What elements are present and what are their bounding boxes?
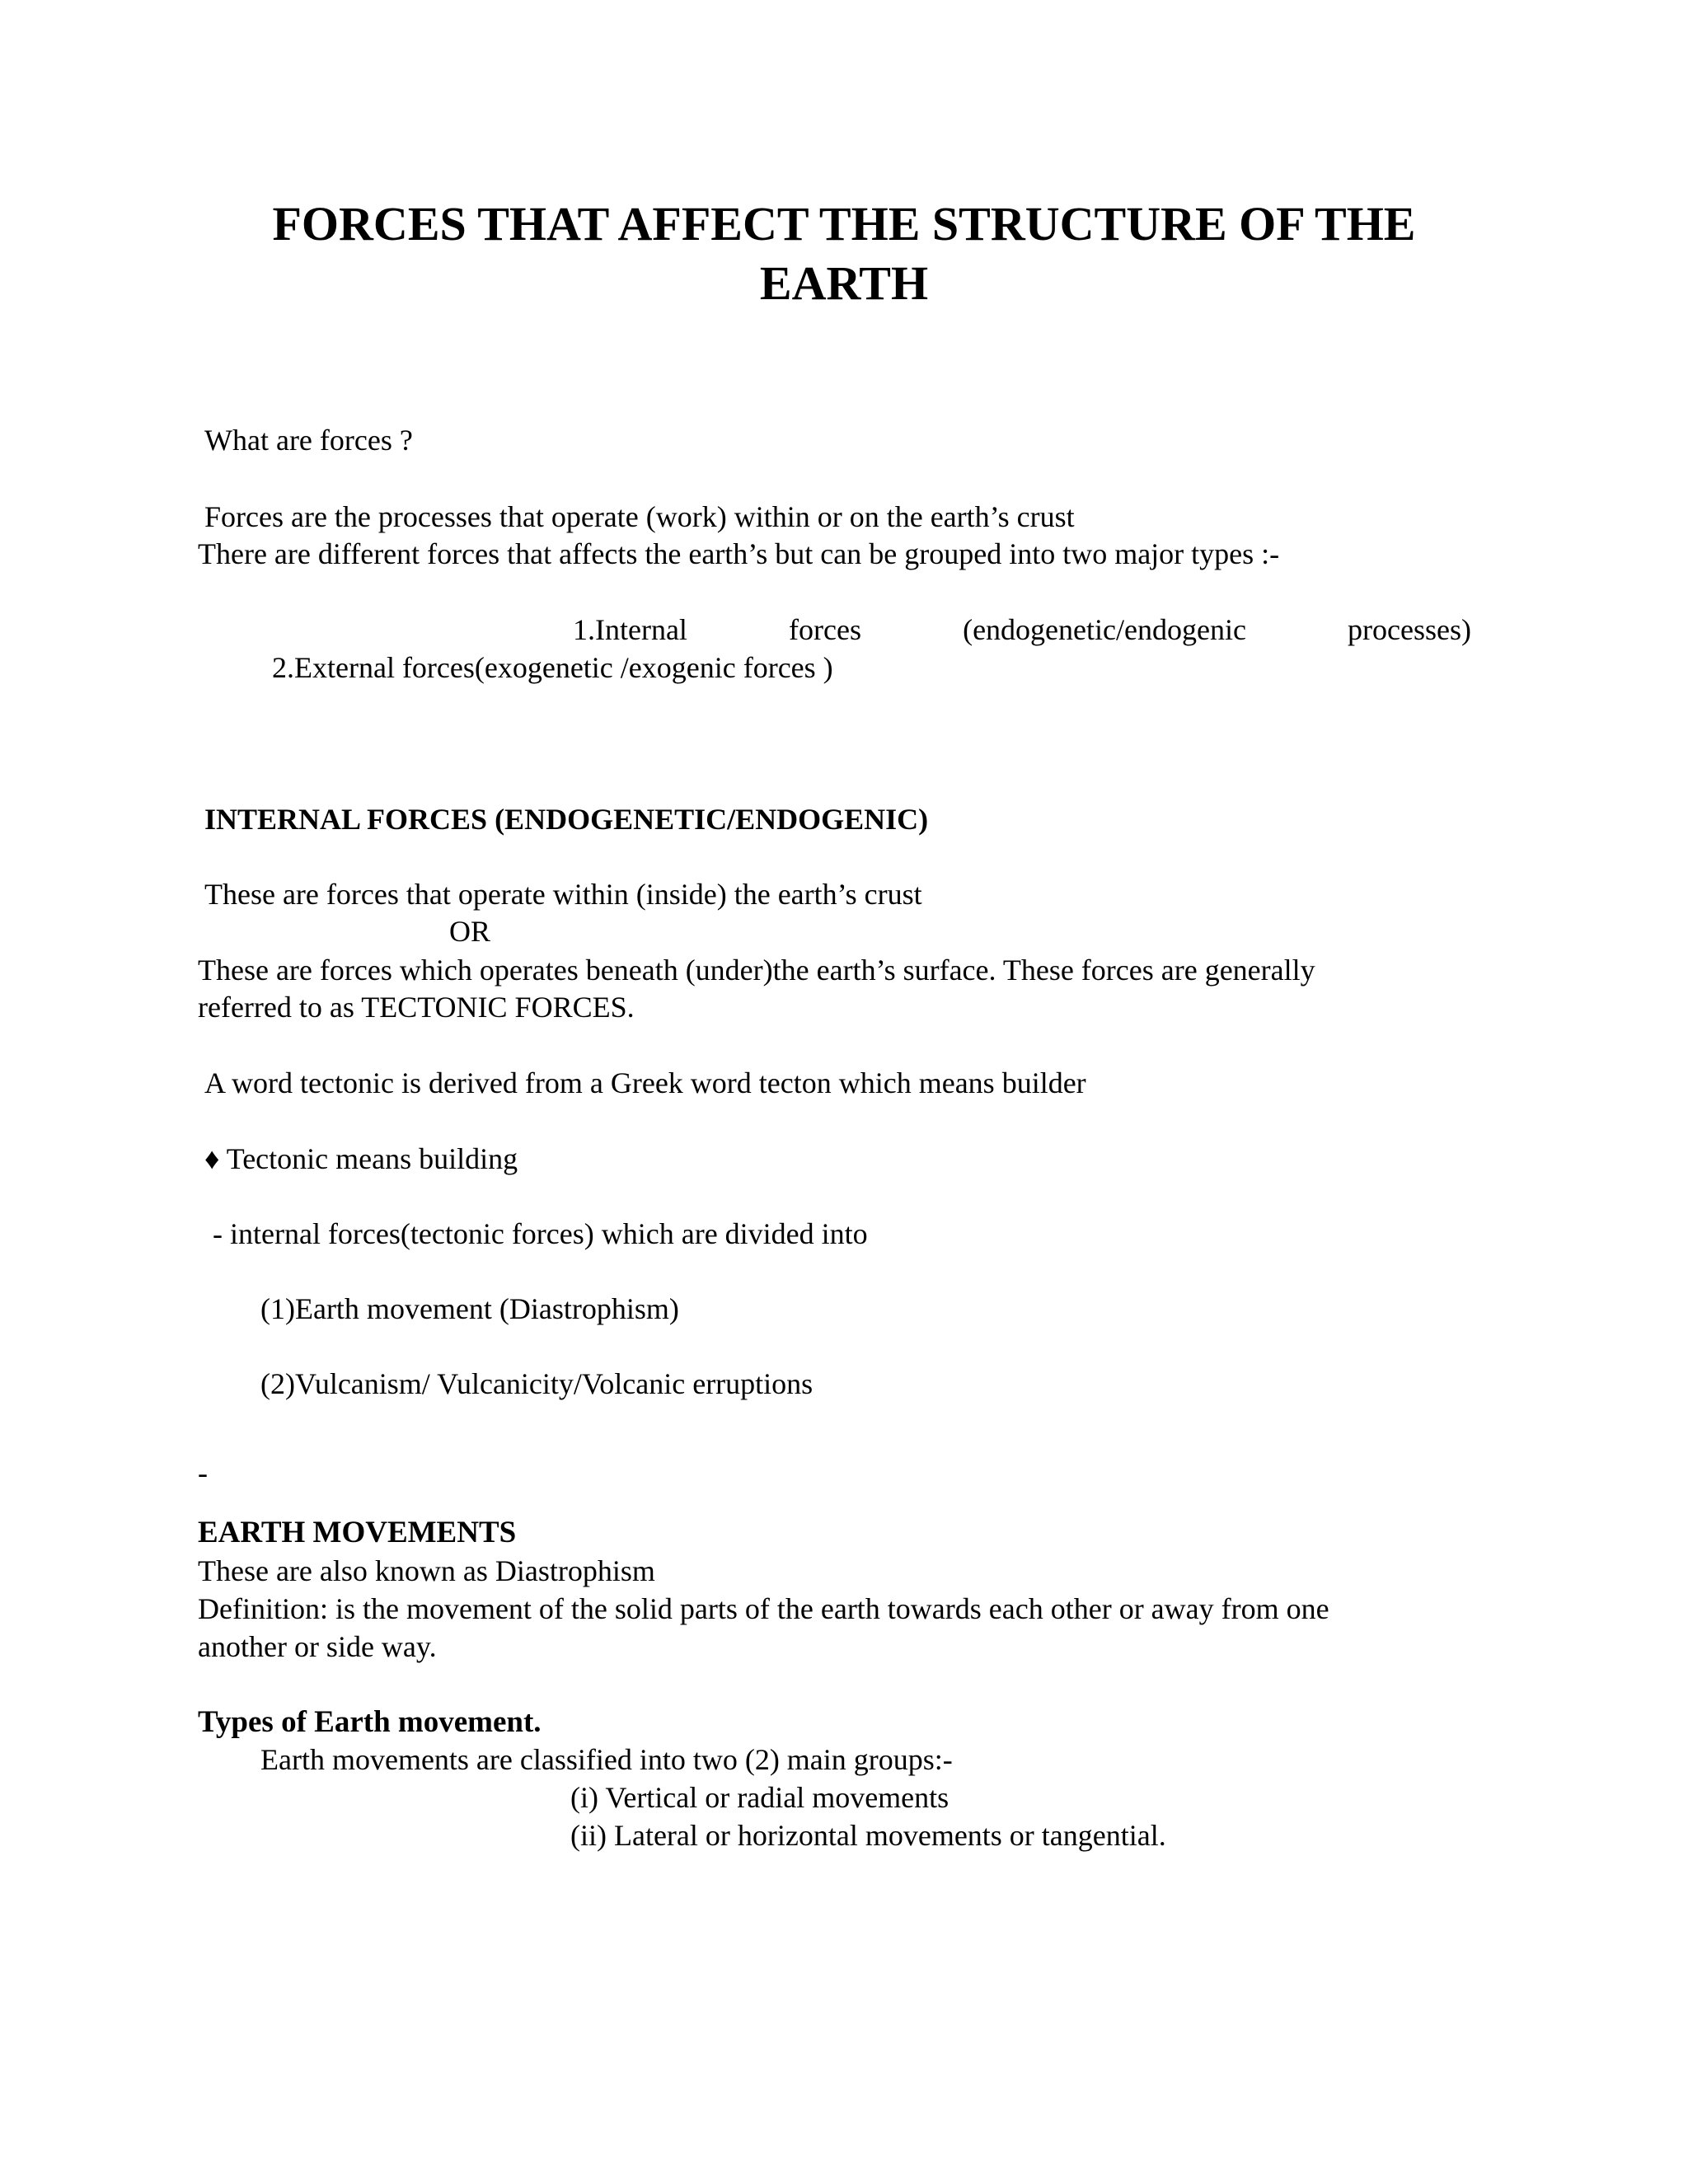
forces-types-intro: There are different forces that affects the earth’s but can be grouped into two major types :- [198, 537, 1280, 570]
classification-intro: Earth movements are classified into two (2) main groups:- [260, 1743, 953, 1776]
dash-mark: - [198, 1456, 208, 1489]
internal-forces-alt-definition-line-2: referred to as TECTONIC FORCES. [198, 991, 635, 1024]
list-item-part: processes) [1348, 613, 1471, 646]
forces-definition: Forces are the processes that operate (work) within or on the earth’s crust [204, 500, 1075, 533]
internal-forces-alt-definition-line-1: These are forces which operates beneath (under)the earth’s surface. These forces are generally [198, 954, 1315, 987]
earth-movement-definition-line-1: Definition: is the movement of the solid parts of the earth towards each other or away from one [198, 1592, 1329, 1625]
list-item-part: (endogenetic/endogenic [963, 613, 1246, 646]
type-lateral: (ii) Lateral or horizontal movements or tangential. [570, 1819, 1166, 1852]
type-vertical: (i) Vertical or radial movements [570, 1781, 950, 1814]
or-separator: OR [449, 915, 491, 948]
list-item-external-forces: 2.External forces(exogenetic /exogenic forces ) [272, 651, 833, 684]
question-what-are-forces: What are forces ? [204, 424, 413, 457]
tectonic-etymology: A word tectonic is derived from a Greek word tecton which means builder [204, 1066, 1086, 1099]
heading-earth-movements: EARTH MOVEMENTS [198, 1516, 517, 1549]
tectonic-bullet: ♦ Tectonic means building [204, 1142, 518, 1175]
heading-types-of-earth-movement: Types of Earth movement. [198, 1705, 542, 1739]
list-item-part: 1.Internal [573, 613, 687, 646]
diastrophism-note: These are also known as Diastrophism [198, 1554, 655, 1587]
list-item-internal-forces [573, 612, 1471, 648]
page-title-line-2: EARTH [759, 256, 929, 310]
heading-internal-forces: INTERNAL FORCES (ENDOGENETIC/ENDOGENIC) [204, 803, 929, 836]
list-item-part: forces [789, 613, 861, 646]
sub-item-vulcanism: (2)Vulcanism/ Vulcanicity/Volcanic erruptions [260, 1367, 814, 1400]
internal-forces-division: - internal forces(tectonic forces) which are divided into [213, 1217, 868, 1250]
sub-item-earth-movement: (1)Earth movement (Diastrophism) [260, 1292, 679, 1325]
earth-movement-definition-line-2: another or side way. [198, 1630, 437, 1663]
internal-forces-definition: These are forces that operate within (inside) the earth’s crust [204, 878, 922, 911]
page-title-line-1: FORCES THAT AFFECT THE STRUCTURE OF THE [272, 197, 1416, 251]
